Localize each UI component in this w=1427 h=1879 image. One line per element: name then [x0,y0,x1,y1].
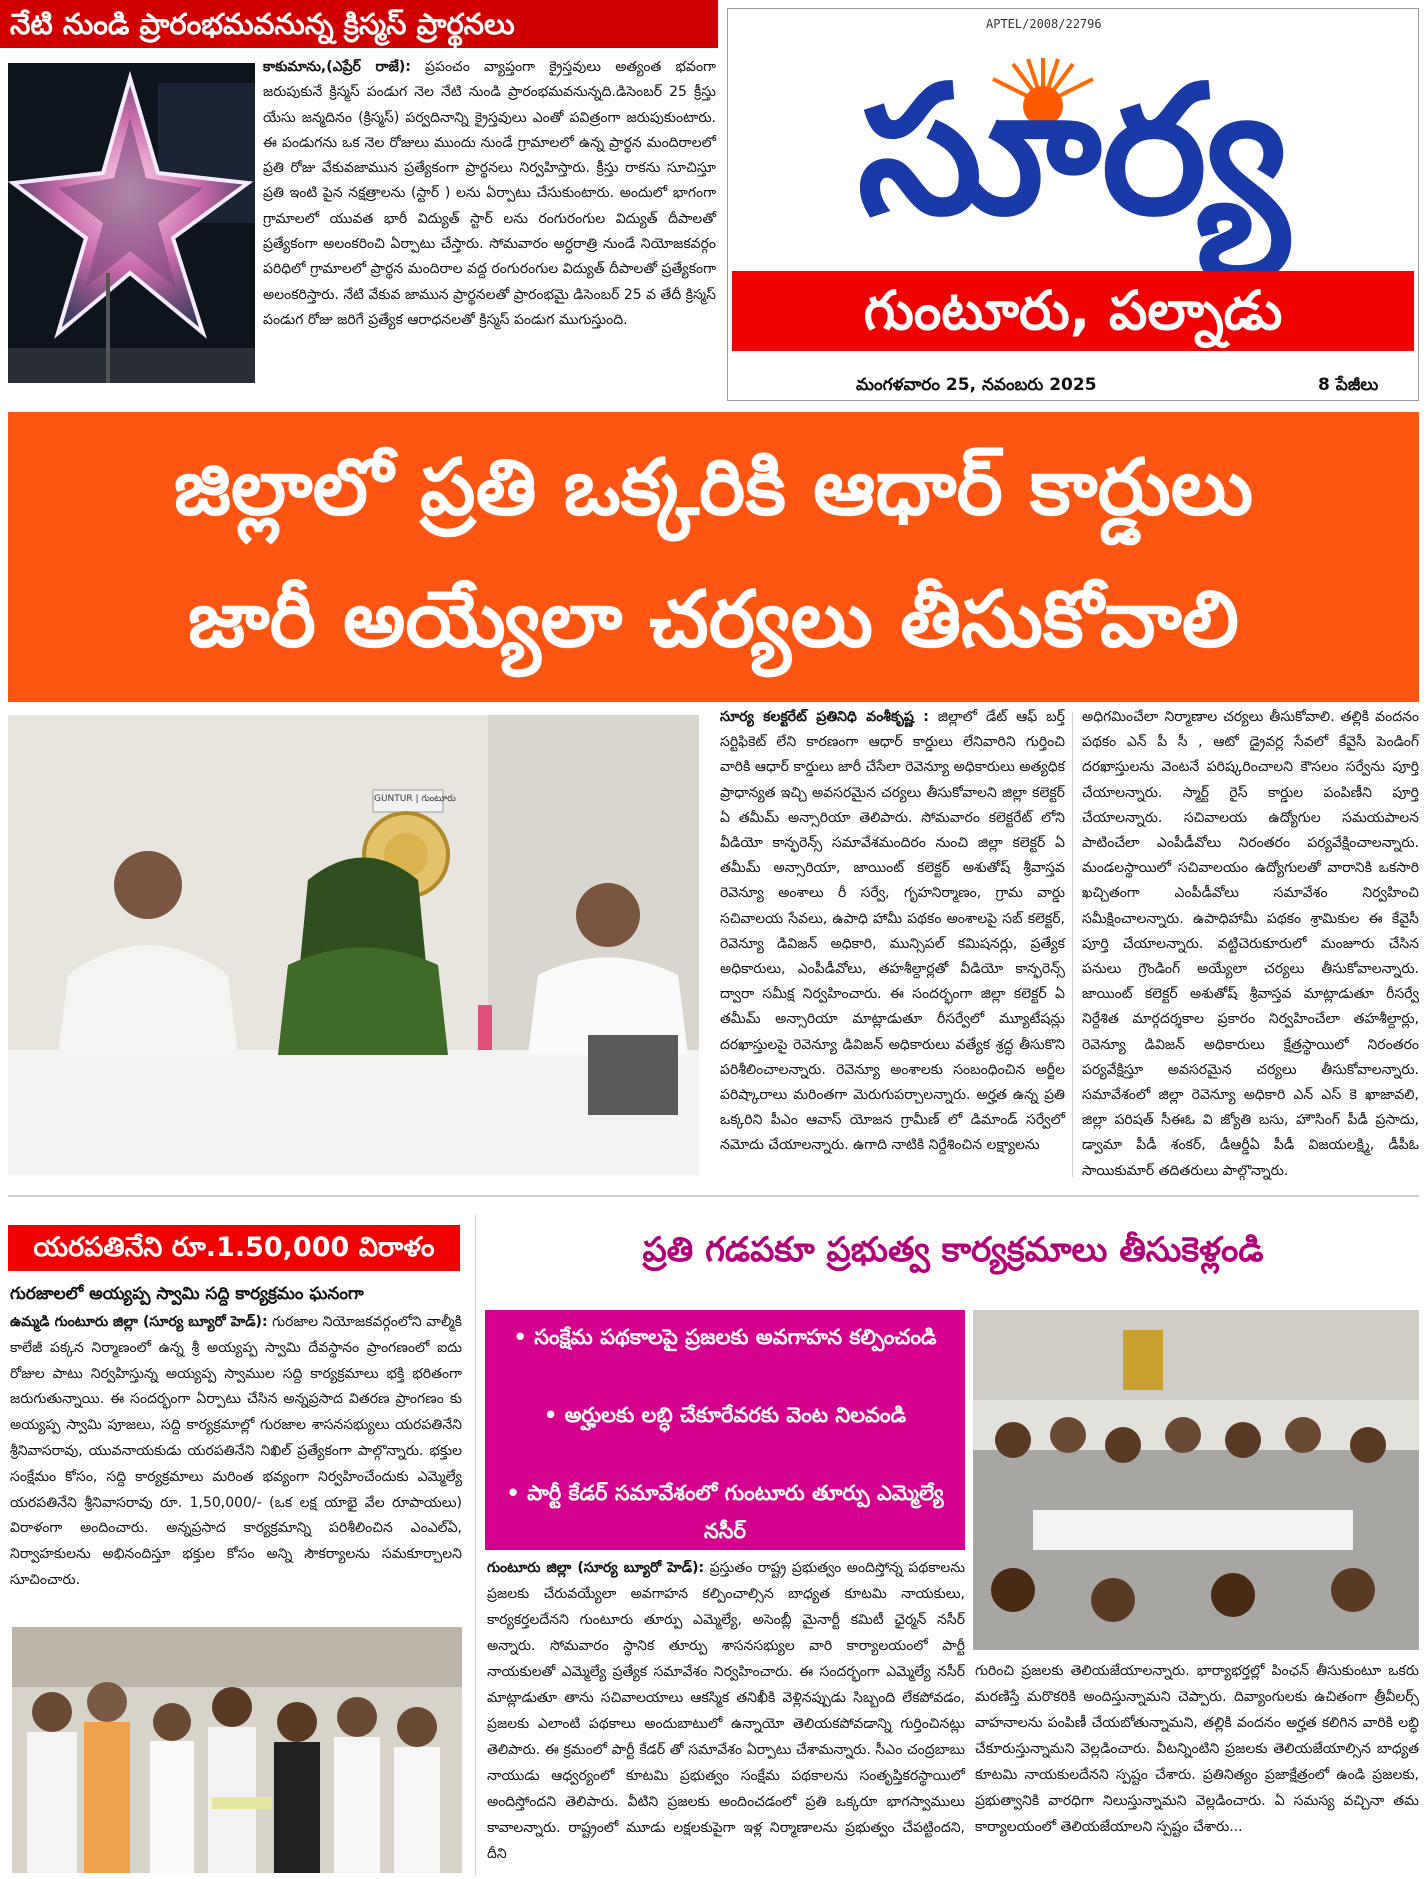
donation-text: గురజాల నియోజకవర్గంలోని వాల్మీకి కాలేజీ పక్కన నిర్మాణంలో ఉన్న శ్రీ అయ్యప్ప స్వామి దేవస్థానం ప్రాంగణంలో ఐదు రోజుల పాటు నిర్వహిస్తున్న అయ్యప్ప స్వాముల సద్ది కార్యక్రమాలు భక్తి భరితంగా జరుగుతున్నాయి. ఈ సందర్భంగా ఏర్పాటు చేసిన అన్నప్రసాద వితరణ ప్రాంగణం కు అయ్యప్ప స్వామి పూజలు, సద్ది కార్యక్రమాల్లో గురజాల శాసనసభ్యులు యరపతినేని శ్రీనివాసరావు, యువనాయకుడు యరపతినేని నిఖిల్ ప్రత్యేకంగా పాల్గొన్నారు. భక్తుల సంక్షేమం కోసం, సద్ది కార్యక్రమాలు మరింత భవ్యంగా నిర్వహించేందుకు ఎమ్మెల్యే యరపతినేని శ్రీనివాసరావు రూ. 1,50,000/- (ఒక లక్ష యాభై వేల రూపాయలు) విరాళంగా అందించారు. అన్నప్రసాద కార్యక్రమాన్ని పరిశీలించిన ఎంఎల్ఏ, నిర్వాహకులను అభినందిస్తూ భక్తుల కోసం అన్ని సౌకర్యాలను సమకూర్చాలని సూచించారు. [10,1314,462,1588]
bullet-item [499,1396,951,1434]
newspaper-logo: సూర్య [857,47,1289,254]
christmas-article [263,55,716,390]
edition-bar [732,271,1414,351]
donation-title: యరపతినేని రూ.1.50,000 విరాళం [33,1232,435,1263]
party-meeting-photo [973,1310,1419,1650]
aadhaar-article-col1 [720,705,1065,1180]
main-headline-banner [8,412,1419,702]
aadhaar-article-col2 [1082,705,1419,1180]
bullet-item [499,1474,951,1550]
aadhaar-lead: సూర్య కలక్టరేట్ ప్రతినిధి వంశీకృష్ణ : [720,709,929,725]
masthead [727,8,1419,401]
headline-line-1: జిల్లాలో ప్రతి ఒక్కరికి ఆధార్ కార్డులు [173,443,1254,533]
christmas-text: ప్రపంచం వ్యాప్తంగా క్రైస్తవులు అత్యంత భవంగా జరుపుకునే క్రిస్మస్ పండుగ నెల నేటి నుండి ప్రారంభమవనున్నది.డిసెంబర్ 25 క్రీస్తు యేసు జన్మదినం (క్రిస్మస్) పర్వదినాన్ని క్రైస్తవులు ఎంతో పవిత్రంగా జరుపుకుంటారు. ఈ పండుగను ఒక నెల రోజులు ముందు నుండే గ్రామాలలో ఉన్న ప్రార్థన మందిరాలలో ప్రతి రోజు వేకువజామున ప్రత్యేకంగా ప్రార్థనలు నిర్వహిస్తారు. క్రీస్తు రాకను సూచిస్తూ ప్రతి ఇంటి పైన నక్షత్రాలను (స్టార్ ) లను ఏర్పాటు చేసుకుంటారు. అందులో భాగంగా గ్రామాలలో యువత భారీ విద్యుత్ స్టార్ లను రంగురంగుల విద్యుత్ దీపాలతో ప్రత్యేకంగా అలంకరించి ఏర్పాటు చేస్తారు. సోమవారం అర్ధరాత్రి నుండే నియోజకవర్గం పరిధిలో గ్రామాలలో ప్రార్థన మందిరాల వద్ద రంగురంగుల విద్యుత్ దీపాలతో ప్రత్యేకంగా అలంకరిస్తారు. నేటి వేకువ జామున ప్రార్థనలతో ప్రారంభమై డిసెంబర్ 25 వ తేదీ క్రిస్మస్ పండుగ రోజు జరిగే ప్రత్యేక ఆరాధనలతో క్రిస్మస్ పండుగ ముగుస్తుంది. [263,59,716,328]
bullet-box [485,1310,965,1550]
government-article-col1 [487,1555,965,1875]
donation-body [10,1310,462,1594]
bullet-text: సంక్షేమ పథకాలపై ప్రజలకు అవగాహన కల్పించండి [534,1325,937,1349]
christmas-title-bar [0,0,718,48]
donation-photo [12,1627,462,1873]
christmas-body [263,55,716,333]
donation-article [10,1310,462,1602]
bullet-icon: • [513,1325,527,1349]
bullet-item [499,1318,951,1356]
office-sign: GUNTUR | గుంటూరు [374,794,456,804]
christmas-star-photo [8,63,255,383]
aadhaar-text-1: జిల్లాలో డేట్ ఆఫ్ బర్త్ సర్టిఫికెట్ లేని కారణంగా ఆధార్ కార్డులు లేనివారిని గుర్తించి వారికి ఆధార్ కార్డులు జారీ చేసేలా రెవెన్యూ అధికారులు అత్యధిక ప్రాధాన్యత ఇచ్చి అవసరమైన చర్యలు తీసుకోవాలని జిల్లా కలెక్టర్ ఏ తమీమ్ అన్సారియా తెలిపారు. సోమవారం కలెక్టరేట్ లోని వీడియో కాన్ఫరెన్స్ సమావేశమందిరం నుంచి జిల్లా కలెక్టర్ ఏ తమీమ్ అన్సారియా, జాయింట్ కలెక్టర్ అశుతోష్ శ్రీవాస్తవ రెవెన్యూ అంశాలు రీ సర్వే, గృహనిర్మాణం, గ్రామ వార్డు సచివాలయ సేవలు, ఉపాధి హామీ పథకం అంశాలపై సబ్ కలెక్టర్, రెవెన్యూ డివిజన్ అధికారి, మున్సిపల్ కమిషనర్లు, ప్రత్యేక అధికారులు, ఎంపీడీవోలు, తహశీల్దార్లతో వీడియో కాన్ఫరెన్స్ ద్వారా సమీక్ష నిర్వహించారు. ఈ సందర్భంగా జిల్లా కలెక్టర్ ఏ తమీమ్ అన్సారియా మాట్లాడుతూ రీసర్వేలో మ్యూటేషన్లు దరఖాస్తులపై రెవెన్యూ డివిజన్ అధికారులు వత్యేక శ్రద్ధ తీసుకొని పరిశీలించాలన్నారు. రెవెన్యూ అంశాలకు సంబంధించిన అర్జీల పరిష్కారాలు మరింతగా మెరుగుపర్చాలన్నారు. అర్హత ఉన్న ప్రతి ఒక్కరిని పీఎం ఆవాస్ యోజన గ్రామీణ్ లో డిమాండ్ సర్వేలో నమోదు చేయాలన్నారు. ఉగాది నాటికి నిర్దేశించిన లక్ష్యాలను [720,709,1065,1154]
bullet-icon: • [506,1481,520,1505]
edition-name: గుంటూరు, పల్నాడు [863,279,1283,342]
donation-title-bar [8,1225,460,1271]
page-count: 8 పేజీలు [1318,375,1379,395]
headline-line-2: జారీ అయ్యేలా చర్యలు తీసుకోవాలి [188,575,1239,665]
registration-number: APTEL/2008/22796 [986,17,1102,31]
government-title: ప్రతి గడపకూ ప్రభుత్వ కార్యక్రమాలు తీసుకెళ్లండి [642,1230,1264,1270]
bullet-text: అర్హులకు లబ్ధి చేకూరేవరకు వెంట నిలవండి [564,1403,907,1427]
donation-subtitle: గురజాలలో అయ్యప్ప స్వామి సద్ది కార్యక్రమం ఘనంగా [10,1284,364,1304]
collector-meeting-photo [8,715,699,1175]
issue-date: మంగళవారం 25, నవంబరు 2025 [856,375,1097,395]
government-text-1: ప్రస్తుతం రాష్ట్ర ప్రభుత్వం అందిస్తోన్న పథకాలను ప్రజలకు చేరువయ్యేలా అవగాహన కల్పించాల్సిన బాధ్యత కూటమి నాయకులు, కార్యకర్తలదేనని గుంటూరు తూర్పు ఎమ్మెల్యే, అసెంబ్లీ మైనార్టీ కమిటీ ఛైర్మన్ నసీర్ అన్నారు. సోమవారం స్థానిక తూర్పు శాసనసభ్యుల వారి కార్యాలయంలో పార్టీ నాయకులతో ఎమ్మెల్యే ప్రత్యేక సమావేశం నిర్వహించారు. ఈ సందర్భంగా ఎమ్మెల్యే నసీర్ మాట్లాడుతూ తాను సచివాలయాలు ఆకస్మిక తనిఖీకి వెళ్లినప్పుడు సిబ్బంది లేకపోవడం, ప్రజలకు ఎలాంటి పథకాలు అందుబాటులో ఉన్నాయో తెలియకపోవడాన్ని గుర్తించినట్లు తెలిపారు. ఈ క్రమంలో పార్టీ కేడర్ తో సమావేశం ఏర్పాటు చేశామన్నారు. సీఎం చంద్రబాబు నాయుడు ఆధ్వర్యంలో కూటమి ప్రభుత్వం సంక్షేమ పథకాలను సంతృప్తికరస్థాయిలో అందిస్తోందని తెలిపారు. వీటిని ప్రజలకు అందించడంలో ప్రతి ఒక్కరూ భాగస్వాములు కావాలన్నారు. రాష్ట్రంలో మూడు లక్షలకుపైగా ఇళ్ల నిర్మాణాలను ప్రభుత్వం చేపట్టిందని, దీని [487,1560,965,1862]
christmas-lead: కాకుమాను,(ఎప్రేర్ రాజే): [263,59,411,75]
aadhaar-body-1 [720,705,1065,1159]
government-lead: గుంటూరు జిల్లా (సూర్య బ్యూరో హెడ్): [487,1560,705,1576]
christmas-title: నేటి నుండి ప్రారంభమవనున్న క్రిస్మస్ ప్రార్థనలు [10,7,515,41]
column-divider [1072,712,1073,1177]
bullet-text: పార్టీ కేడర్ సమావేశంలో గుంటూరు తూర్పు ఎమ్మెల్యే నసీర్ [527,1481,944,1543]
aadhaar-body-2: అధిగమించేలా నిర్మాణాల చర్యలు తీసుకోవాలి. తల్లికి వందనం పథకం ఎన్ పీ సీ , ఆటో డ్రైవర్ల సేవలో కేవైసీ పెండింగ్ దరఖాస్తులను వెంటనే పరిష్కరించాలని కౌసలం సర్వేను పూర్తి చేయాలన్నారు. స్మార్ట్ రైస్ కార్డుల పంపిణీని పూర్తి చేయాలన్నారు. సచివాలయ ఉద్యోగుల సమయపాలన పాటించేలా ఎంపీడీవోలు నిరంతరం పర్యవేక్షించాలన్నారు. మండలస్థాయిలో సచివాలయం ఉద్యోగులతో వారానికి ఒకసారి ఖచ్చితంగా ఎంపీడీవోలు సమావేశం నిర్వహించి సమీక్షించాలన్నారు. ఉపాధిహామీ పథకం శ్రామికుల ఈ కేవైసీ పూర్తి చేయాలన్నారు. వట్టిచెరుకూరులో మంజూరు చేసిన పనులు గ్రౌండింగ్ అయ్యేలా చర్యలు తీసుకోవాలన్నారు. జాయింట్ కలెక్టర్ అశుతోష్ శ్రీవాస్తవ మాట్లాడుతూ రీసర్వే నిర్దేశిత మార్గదర్శకాల ప్రకారం నిర్వహించేలా తహశీల్దార్లు, రెవెన్యూ డివిజన్ అధికారులు క్షేత్రస్థాయిలో నిరంతరం పర్యవేక్షిస్తూ అవసరమైన చర్యలు తీసుకోవాలన్నారు. సమావేశంలో జిల్లా రెవెన్యూ అధికారి ఎన్ ఎస్ కె ఖాజావలి, జిల్లా పరిషత్ సీఈఓ వి జ్యోతి బసు, హౌసింగ్ పీడీ ప్రసాదు, డ్వామా పీడీ శంకర్, డీఆర్డీఏ పీడీ విజయలక్ష్మి, డీపీఓ సాయికుమార్ తదితరులు పాల్గొన్నారు. [1082,709,1419,1179]
section-divider [8,1195,1419,1197]
bullet-icon: • [543,1403,558,1427]
government-article-col2 [975,1658,1419,1875]
government-body-1 [487,1555,965,1867]
column-divider [475,1215,476,1875]
government-body-2: గురించి ప్రజలకు తెలియజేయాలన్నారు. భార్యాభర్తల్లో పింఛన్ తీసుకుంటూ ఒకరు మరణిస్తే మరొకరికి అందిస్తున్నామని చెప్పారు. దివ్యాంగులకు ఉచితంగా త్రీవీలర్స్ వాహనాలను పంపిణీ చేయబోతున్నామని, తల్లికి వందనం అర్హత కలిగిన వారికి లబ్ధి చేకూరుస్తున్నామని వెల్లడించారు. వీటన్నింటిని ప్రజలకు తెలియజేయాల్సిన బాధ్యత కూటమి నాయకులదేనని స్పష్టం చేశారు. ప్రతినిత్యం ప్రజాక్షేత్రంలో ఉండి ప్రజలకు, ప్రభుత్వానికి వారధిగా నిలుస్తున్నామని వెల్లడించారు. ఏ సమస్య వచ్చినా తమ కార్యాలయంలో తెలియజేయాలని స్పష్టం చేశారు... [975,1663,1419,1835]
donation-lead: ఉమ్మడి గుంటూరు జిల్లా (సూర్య బ్యూరో హెడ్): [10,1314,268,1330]
